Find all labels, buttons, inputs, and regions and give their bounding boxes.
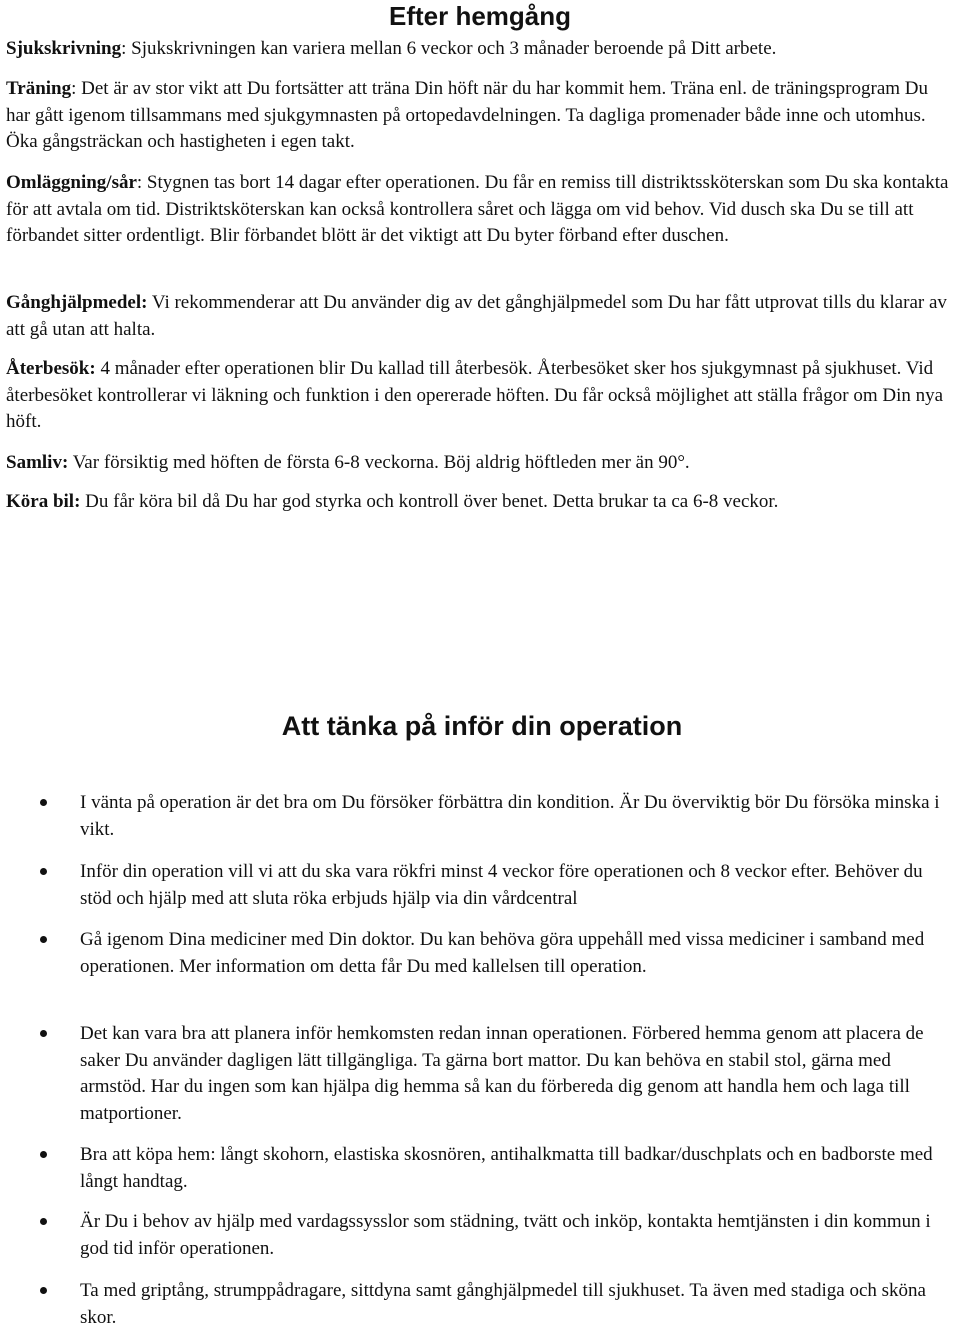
list-item: I vänta på operation är det bra om Du försöker förbättra din kondition. Är Du överviktig bör Du försöka minska i vikt. bbox=[80, 792, 940, 840]
paragraph-label: Köra bil: bbox=[6, 491, 81, 512]
list-item: Bra att köpa hem: långt skohorn, elastiska skosnören, antihalkmatta till badkar/duschplats och en badborste med långt handtag. bbox=[80, 1144, 933, 1192]
section-title-efter-hemgang: Efter hemgång bbox=[388, 1, 572, 31]
bullet-dot bbox=[40, 1218, 47, 1225]
list-item: Det kan vara bra att planera inför hemkomsten redan innan operationen. Förbered hemma genom att placera de saker Du använder dagligen lätt tillgängliga. Ta gärna bort mattor. Du kan behöva en stabil stol, gärna med armstöd. Har du ingen som kan hjälpa dig hemma så kan du förbereda dig genom att handla hem och laga till matportioner. bbox=[80, 1023, 924, 1124]
paragraph-sjukskrivning bbox=[6, 36, 956, 63]
paragraph-label: Sjukskrivning bbox=[6, 38, 122, 59]
bullet-dot bbox=[40, 936, 47, 943]
paragraph-omlaggning-sar bbox=[6, 170, 956, 250]
list-item: Gå igenom Dina mediciner med Din doktor. Du kan behöva göra uppehåll med vissa mediciner i samband med operationen. Mer information om detta får Du med kallelsen till operation. bbox=[80, 929, 925, 977]
paragraph-kora-bil bbox=[6, 489, 956, 516]
paragraph-samliv bbox=[6, 450, 956, 477]
paragraph-text: : Sjukskrivningen kan variera mellan 6 veckor och 3 månader beroende på Ditt arbete. bbox=[121, 38, 777, 59]
paragraph-label: Träning bbox=[6, 78, 72, 99]
paragraph-label: Omläggning/sår bbox=[6, 172, 137, 193]
paragraph-text: Vi rekommenderar att Du använder dig av det gånghjälpmedel som Du har fått utprovat tills du klarar av att gå utan att halta. bbox=[6, 292, 947, 340]
bullet-dot bbox=[40, 799, 47, 806]
paragraph-text: Du får köra bil då Du har god styrka och kontroll över benet. Detta brukar ta ca 6-8 veckor. bbox=[80, 491, 779, 512]
paragraph-traning bbox=[6, 76, 956, 156]
section-title-att-tanka-pa: Att tänka på inför din operation bbox=[281, 711, 683, 741]
paragraph-text: : Det är av stor vikt att Du fortsätter att träna Din höft när du har kommit hem. Träna enl. de träningsprogram Du har gått igenom tillsammans med sjukgymnasten på ortopedavdelningen. Ta dagliga promenader både inne och utomhus. Öka gångsträckan och hastigheten i egen takt. bbox=[6, 78, 929, 152]
bullet-dot bbox=[40, 1287, 47, 1294]
list-item: Är Du i behov av hjälp med vardagssysslor som städning, tvätt och inköp, kontakta hemtjänsten i din kommun i god tid inför operationen. bbox=[80, 1211, 931, 1259]
paragraph-label: Gånghjälpmedel: bbox=[6, 292, 148, 313]
list-item: Ta med griptång, strumppådragare, sittdyna samt gånghjälpmedel till sjukhuset. Ta även med stadiga och sköna skor. bbox=[80, 1280, 926, 1328]
paragraph-text: 4 månader efter operationen blir Du kallad till återbesök. Återbesöket sker hos sjukgymnast på sjukhuset. Vid återbesöket kontrollerar vi läkning och funktion i den opererade höften. Du får också möjlighet att ställa frågor om Din nya höft. bbox=[6, 358, 944, 432]
paragraph-label: Återbesök: bbox=[6, 358, 96, 379]
bullet-dot bbox=[40, 868, 47, 875]
paragraph-ganghjalpmedel bbox=[6, 290, 956, 343]
bullet-dot bbox=[40, 1030, 47, 1037]
paragraph-text: : Stygnen tas bort 14 dagar efter operationen. Du får en remiss till distriktssköterskan som Du ska kontakta för att avtala om tid. Distriktsköterskan kan också kontrollera såret och lägga om vid behov. Vid dusch ska Du se till att förbandet sitter ordentligt. Blir förbandet blött är det viktigt att Du byter förband efter duschen. bbox=[6, 172, 949, 246]
list-item: Inför din operation vill vi att du ska vara rökfri minst 4 veckor före operationen och 8 veckor efter. Behöver du stöd och hjälp med att sluta röka erbjuds hjälp via din vårdcentral bbox=[80, 861, 923, 909]
paragraph-aterbesok bbox=[6, 356, 956, 436]
paragraph-label: Samliv: bbox=[6, 452, 69, 473]
bullet-dot bbox=[40, 1151, 47, 1158]
paragraph-text: Var försiktig med höften de första 6-8 veckorna. Böj aldrig höftleden mer än 90°. bbox=[68, 452, 690, 473]
